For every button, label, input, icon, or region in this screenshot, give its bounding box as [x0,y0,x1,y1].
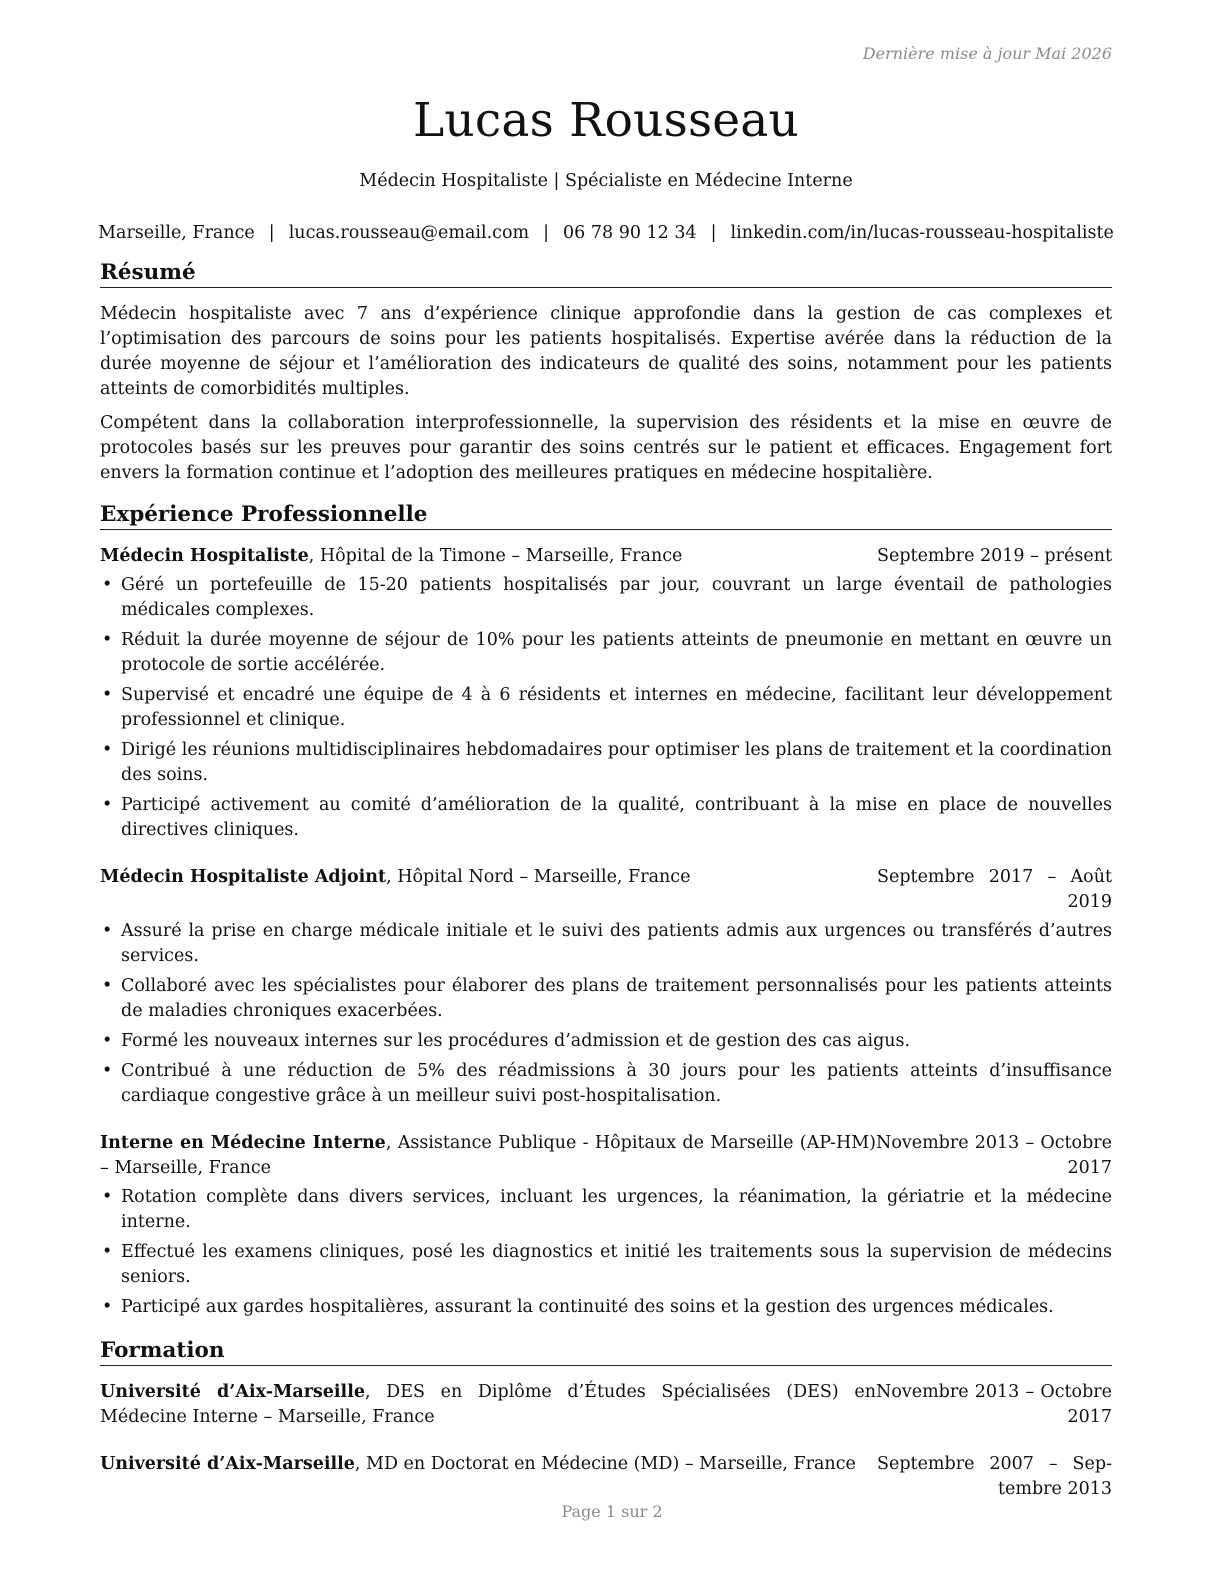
school-name: Université d’Aix-Marseille [100,1454,355,1474]
education-dates: Novembre 2013 – Octobre 2017 [876,1382,1112,1427]
candidate-name: Lucas Rousseau [413,93,799,148]
list-item: • Réduit la durée moyenne de séjour de 10% pour les patients atteints de pneumonie en mettant en œuvre un protocole de sortie accélérée. [100,628,1112,678]
contact-line [88,222,1124,244]
job-organization: , Hôpital Nord – Marseille, France [386,867,691,887]
page-number: Page 1 sur 2 [561,1502,663,1521]
list-item: • Collaboré avec les spécialistes pour élaborer des plans de traitement personnalisés pour les patients atteints de maladies chroniques exacerbées. [100,974,1112,1024]
education-entry [100,1452,1112,1502]
contact-phone: 06 78 90 12 34 [563,223,697,243]
contact-email[interactable]: lucas.rousseau@email.com [288,223,530,243]
list-item: • Participé activement au comité d’amélioration de la qualité, contribuant à la mise en place de nouvelles directives cliniques. [100,793,1112,843]
education-section [100,1338,1112,1502]
experience-entry-header [100,1131,1112,1181]
list-item: • Géré un portefeuille de 15-20 patients hospitalisés par jour, couvrant un large éventail de pathologies médicales complexes. [100,573,1112,623]
school-name: Université d’Aix-Marseille [100,1382,365,1402]
job-bullets [100,1185,1112,1320]
list-item: • Effectué les examens cliniques, posé les diagnostics et initié les traitements sous la supervision de médecins seniors. [100,1240,1112,1290]
job-dates: Septembre 2017 – Août 2019 [877,867,1112,912]
degree-name: , MD en Doctorat en Médecine (MD) – Marseille, France [354,1454,856,1474]
list-item: • Participé aux gardes hospitalières, assurant la continuité des soins et la gestion des urgences médicales. [100,1295,1112,1320]
experience-entry-header [100,544,1112,569]
contact-location: Marseille, France [98,223,255,243]
summary-paragraph: Compétent dans la collaboration interprofessionnelle, la supervision des résidents et la mise en œuvre de protocoles basés sur les preuves pour garantir des soins centrés sur le patient et efficaces. Engagement fort envers la formation continue et l’adoption des meilleures pratiques en médecine hospitalière. [100,413,1112,483]
experience-entry [100,1131,1112,1320]
summary-section [100,260,1112,486]
education-heading: Formation [100,1338,1112,1366]
experience-entry [100,544,1112,843]
contact-separator: | [710,223,717,243]
degree-name: , DES en Diplôme d’Études Spécialisées (DES) en Médecine Interne – Marseille, France [100,1382,877,1427]
candidate-subtitle: Médecin Hospitaliste | Spécialiste en Médecine Interne [359,171,853,191]
list-item: • Contribué à une réduction de 5% des réadmissions à 30 jours pour les patients atteints d’insuffisance cardiaque congestive grâce à un meilleur suivi post-hospitalisation. [100,1059,1112,1109]
contact-linkedin[interactable]: linkedin.com/in/lucas-rousseau-hospitaliste [730,223,1114,243]
last-updated-note: Dernière mise à jour Mai 2026 [862,44,1112,63]
experience-heading: Expérience Professionnelle [100,502,1112,530]
job-organization: , Hôpital de la Timone – Marseille, France [308,546,683,566]
job-title: Interne en Médecine Interne [100,1133,386,1153]
job-bullets [100,919,1112,1109]
job-title: Médecin Hospitaliste Adjoint [100,867,387,887]
contact-separator: | [268,223,275,243]
job-organization: , Assistance Publique - Hôpitaux de Marseille (AP-HM) – Marseille, France [100,1133,876,1178]
list-item: • Formé les nouveaux internes sur les procédures d’admission et de gestion des cas aigus. [100,1029,1112,1054]
list-item: • Assuré la prise en charge médicale initiale et le suivi des patients admis aux urgences ou transférés d’autres services. [100,919,1112,969]
summary-paragraph: Médecin hospitaliste avec 7 ans d’expérience clinique approfondie dans la gestion de cas complexes et l’optimisation des parcours de soins pour les patients hospitalisés. Expertise avérée dans la réduction de la durée moyenne de séjour et l’amélioration des indicateurs de qualité des soins, notamment pour les patients atteints de comorbidités multiples. [100,304,1112,399]
job-title: Médecin Hospitaliste [100,546,309,566]
list-item: • Rotation complète dans divers services, incluant les urgences, la réanimation, la gériatrie et la médecine interne. [100,1185,1112,1235]
experience-section [100,502,1112,1320]
education-entry-header [100,1452,1112,1502]
contact-separator: | [543,223,550,243]
job-bullets [100,573,1112,843]
summary-heading: Résumé [100,260,1112,288]
education-entry-header [100,1380,1112,1430]
education-entry [100,1380,1112,1430]
job-dates: Novembre 2013 – Octobre 2017 [876,1133,1112,1178]
resume-page [100,40,1112,1502]
experience-entry [100,865,1112,1109]
experience-entry-header [100,865,1112,915]
list-item: • Supervisé et encadré une équipe de 4 à 6 résidents et internes en médecine, facilitant leur développement professionnel et clinique. [100,683,1112,733]
education-dates: Septembre 2007 – Septembre 2013 [877,1454,1112,1499]
list-item: • Dirigé les réunions multidisciplinaires hebdomadaires pour optimiser les plans de traitement et la coordination des soins. [100,738,1112,788]
job-dates: Septembre 2019 – présent [877,546,1112,566]
